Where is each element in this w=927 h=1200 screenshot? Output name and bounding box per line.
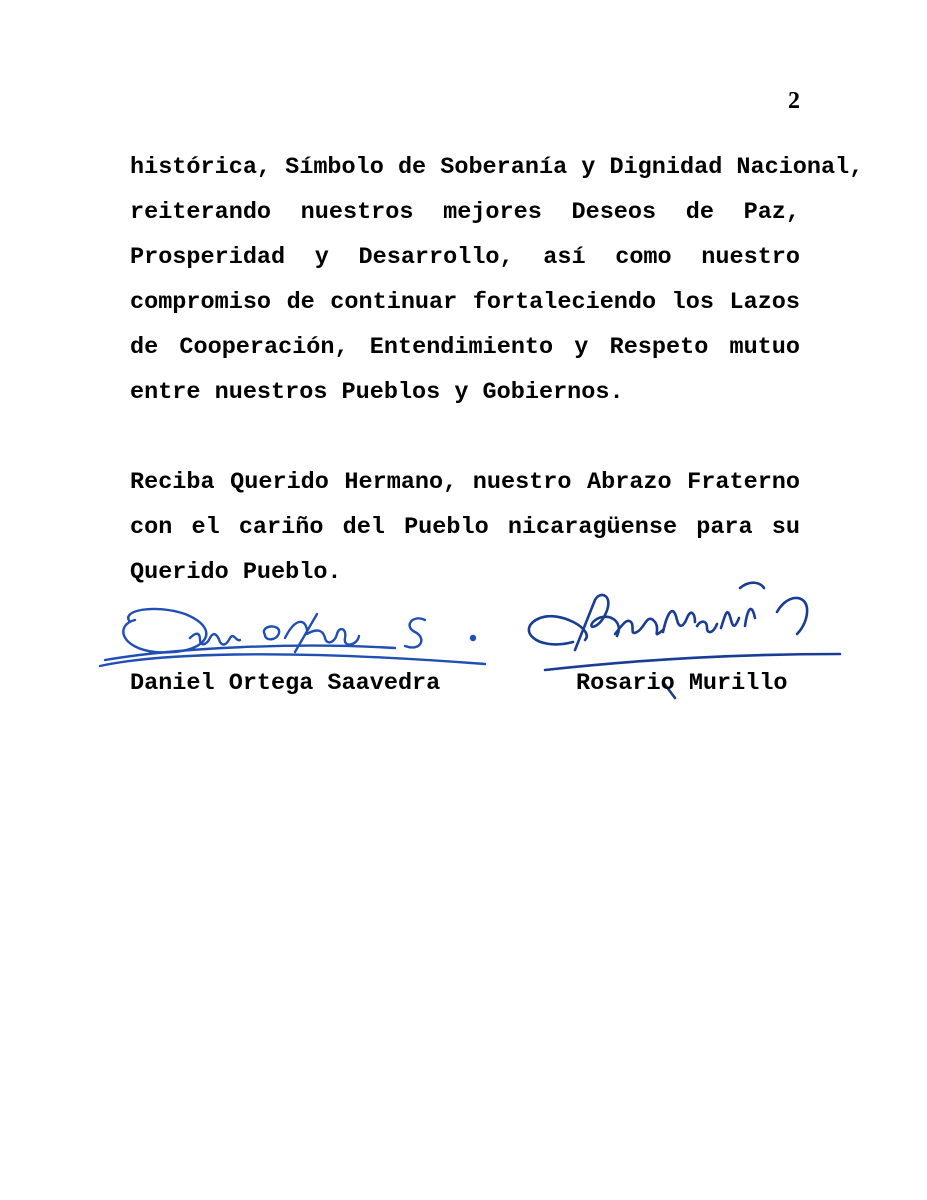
text-line: Querido Pueblo. xyxy=(130,559,342,586)
signatory-name: Rosario Murillo xyxy=(576,670,788,697)
paragraph-closing-remarks xyxy=(130,145,864,415)
text-line: Prosperidad y Desarrollo, así como nuestro xyxy=(130,244,800,271)
text-line: reiterando nuestros mejores Deseos de Paz, xyxy=(130,199,800,226)
text-line: entre nuestros Pueblos y Gobiernos. xyxy=(130,379,624,406)
signature-daniel-ortega xyxy=(95,590,495,680)
text-line: compromiso de continuar fortaleciendo los Lazos xyxy=(130,289,800,316)
text-line: Reciba Querido Hermano, nuestro Abrazo Fraterno xyxy=(130,469,800,496)
text-line: con el cariño del Pueblo nicaragüense para su xyxy=(130,514,800,541)
page-number: 2 xyxy=(788,88,800,114)
signatory-name: Daniel Ortega Saavedra xyxy=(130,670,441,697)
text-line: de Cooperación, Entendimiento y Respeto mutuo xyxy=(130,334,800,361)
text-line: histórica, Símbolo de Soberanía y Dignidad Nacional, xyxy=(130,154,864,181)
